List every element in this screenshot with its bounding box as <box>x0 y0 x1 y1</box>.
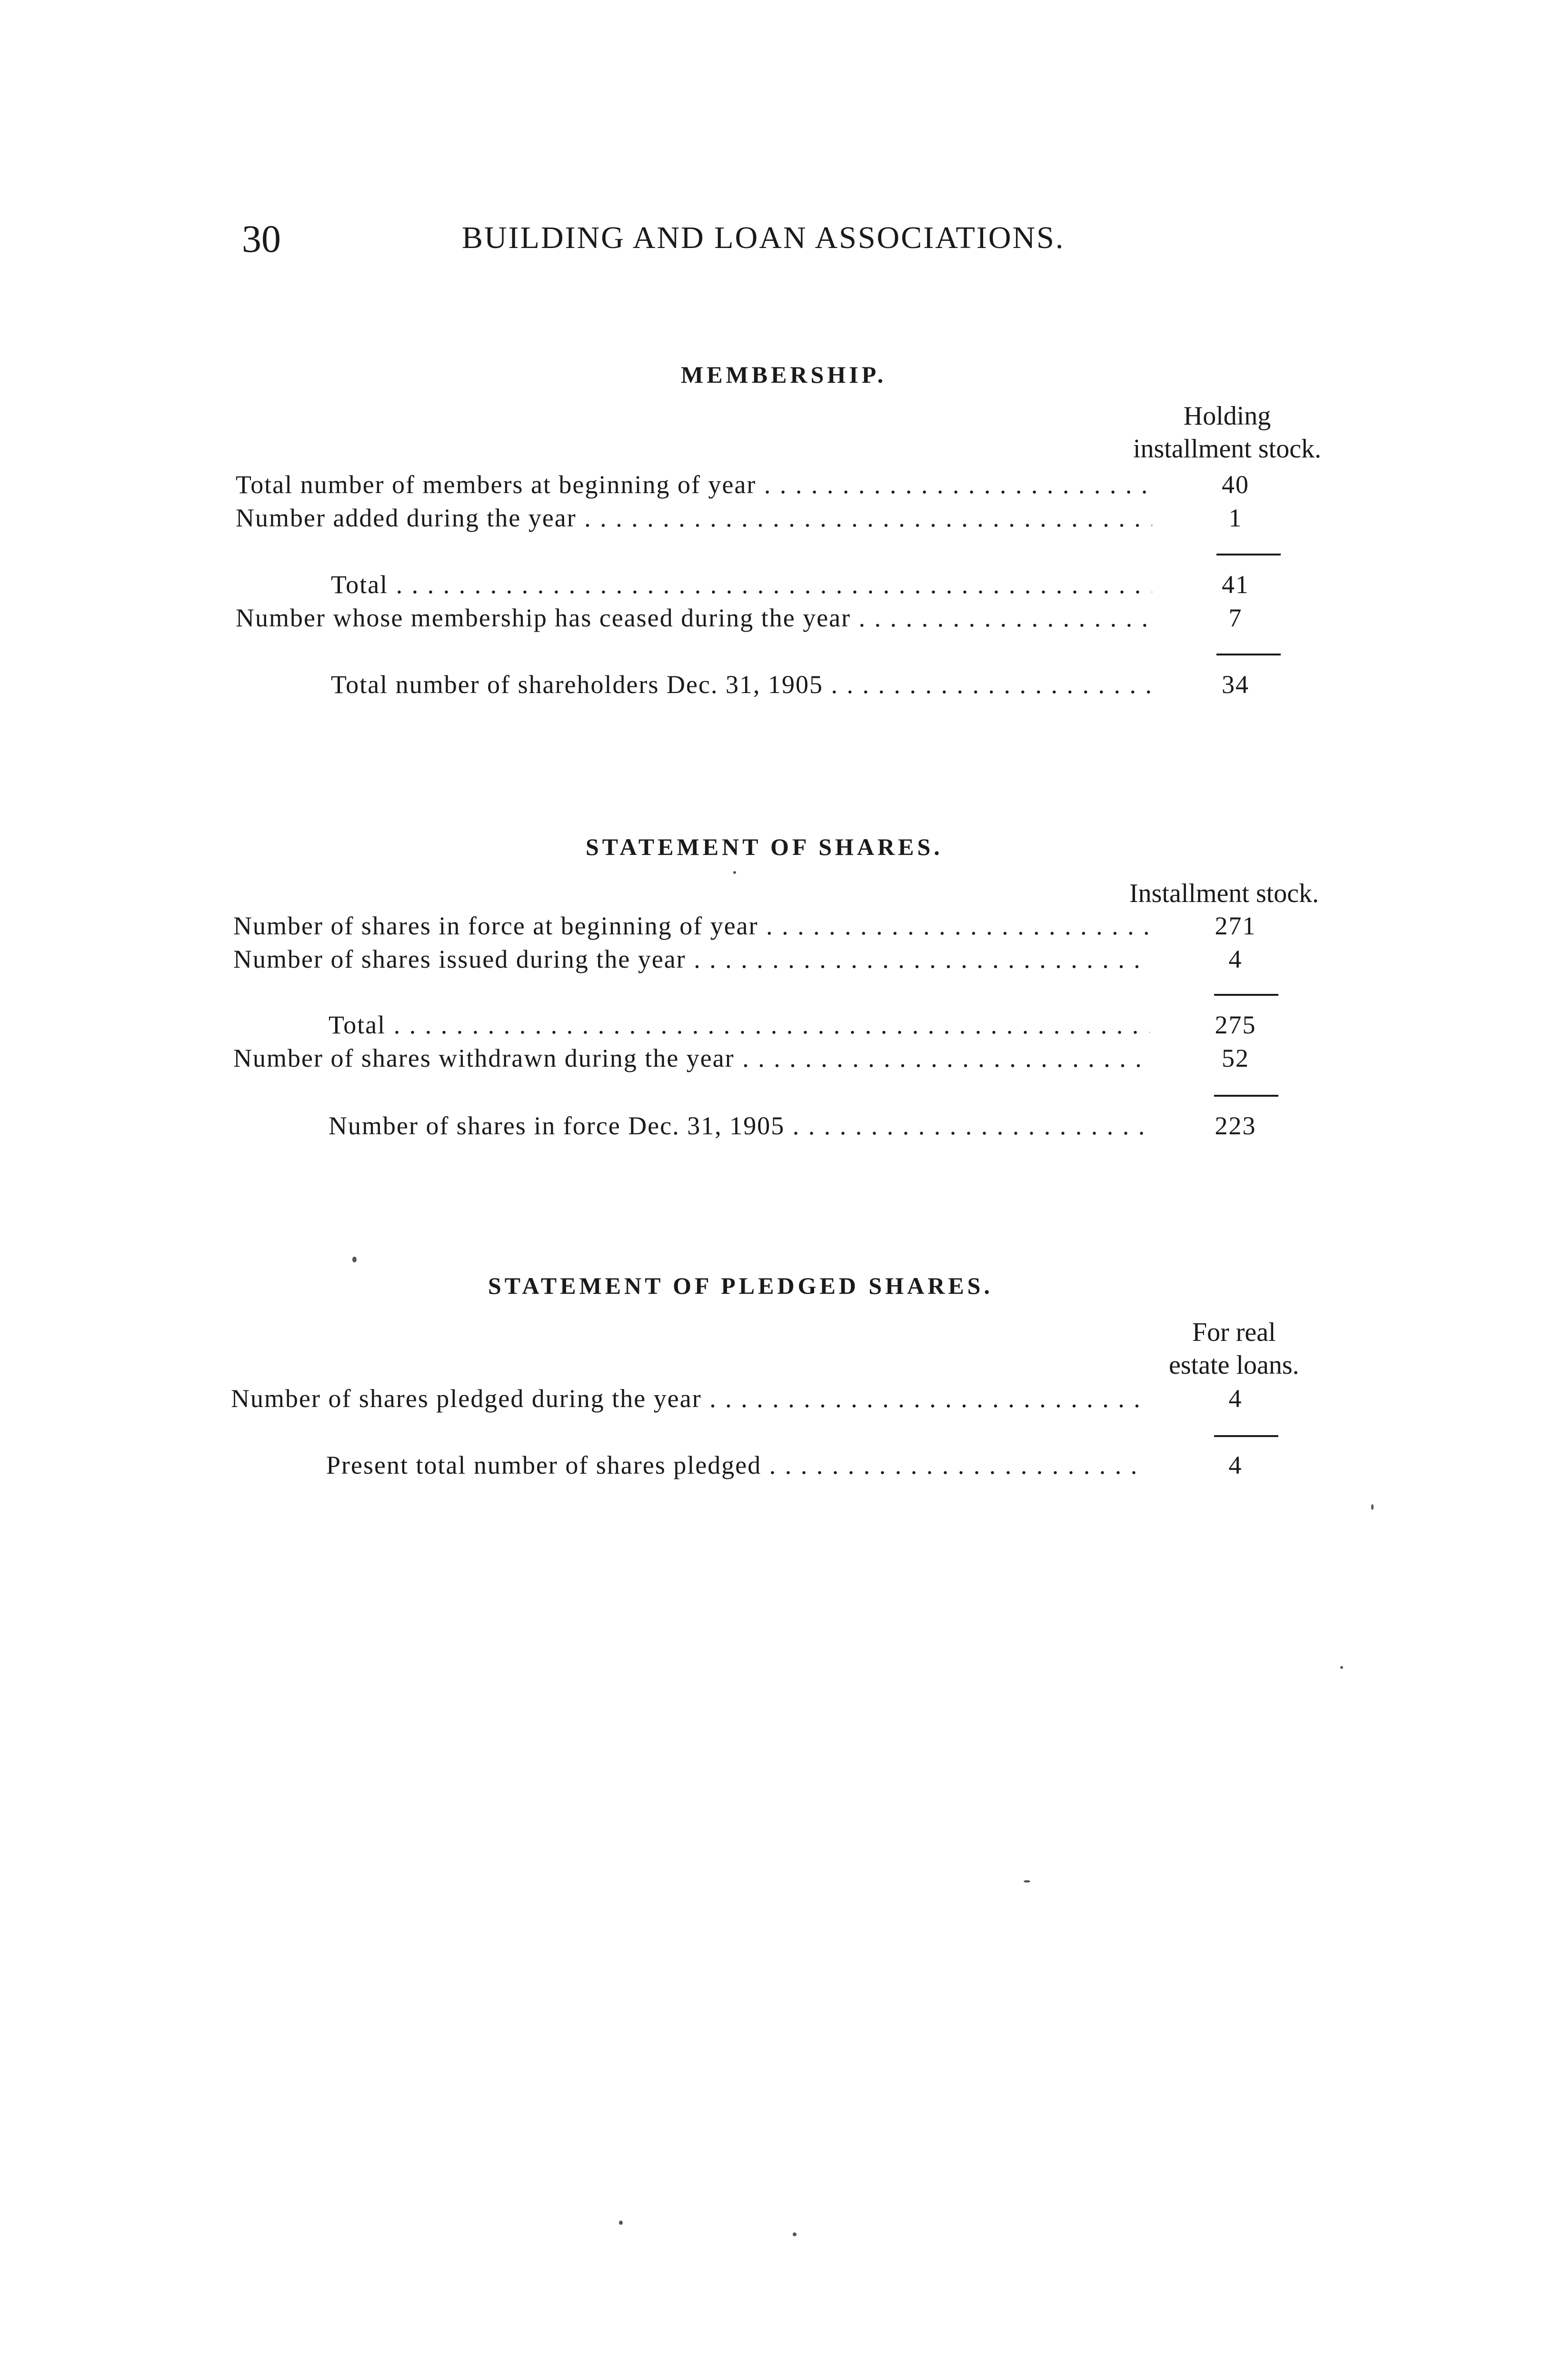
row-value: 7 <box>1228 604 1243 632</box>
row-value: 1 <box>1228 504 1243 532</box>
membership-row-ceased <box>0 601 1554 635</box>
scan-speck <box>1371 1504 1374 1510</box>
pledged-column-heading-line-1: For real <box>1192 1318 1276 1347</box>
row-label: Number added during the year . . . <box>236 501 1152 535</box>
shares-row-issued <box>0 942 1554 976</box>
membership-column-heading-line-1: Holding <box>1183 401 1271 431</box>
scan-speck <box>352 1257 357 1262</box>
row-value: 4 <box>1228 945 1243 973</box>
membership-row-total <box>0 568 1554 601</box>
shares-row-withdrawn <box>0 1041 1554 1075</box>
row-label: Number of shares issued during the year . . . <box>233 942 1150 976</box>
shares-row-beginning <box>0 909 1554 942</box>
pledged-row-during-year <box>0 1382 1554 1415</box>
membership-column-heading-line-2: installment stock. <box>1133 434 1322 464</box>
row-label: Total number of members at beginning of year . . . <box>236 468 1152 501</box>
scan-speck <box>1024 1880 1030 1883</box>
scan-speck <box>1340 1666 1343 1669</box>
membership-row-members-beginning <box>0 468 1554 501</box>
row-label: Total . . . <box>329 1008 1150 1041</box>
row-value: 4 <box>1228 1384 1243 1413</box>
row-value: 40 <box>1222 470 1249 499</box>
shares-subtotal-rule <box>1214 994 1278 996</box>
row-label: Number of shares pledged during the year . . . <box>231 1382 1147 1415</box>
membership-row-added <box>0 501 1554 535</box>
row-label: Number whose membership has ceased during the year . . . <box>236 601 1152 635</box>
pledged-column-heading-line-2: estate loans. <box>1169 1350 1299 1380</box>
row-label: Number of shares in force at beginning of year . . . <box>233 909 1150 942</box>
row-value: 223 <box>1215 1111 1256 1140</box>
page-number: 30 <box>242 217 281 260</box>
row-label: Total . . . <box>331 568 1152 601</box>
membership-subtotal-rule <box>1216 554 1281 555</box>
pledged-title: STATEMENT OF PLEDGED SHARES. <box>488 1272 993 1299</box>
row-value: 41 <box>1222 570 1249 599</box>
shares-title: STATEMENT OF SHARES. <box>586 833 943 860</box>
row-value: 4 <box>1228 1451 1243 1479</box>
membership-total-rule <box>1216 654 1281 655</box>
row-label: Number of shares withdrawn during the year . . . <box>233 1041 1150 1075</box>
row-value: 275 <box>1215 1011 1256 1039</box>
row-value: 52 <box>1222 1044 1249 1072</box>
pledged-row-present-total <box>0 1448 1554 1482</box>
shares-row-in-force <box>0 1109 1554 1142</box>
pledged-column-heading <box>1169 1316 1299 1382</box>
scan-speck <box>733 871 736 874</box>
shares-total-rule <box>1214 1095 1278 1097</box>
row-label: Number of shares in force Dec. 31, 1905 . . . <box>329 1109 1150 1142</box>
row-label: Total number of shareholders Dec. 31, 1905 . . . <box>331 668 1152 701</box>
running-title: BUILDING AND LOAN ASSOCIATIONS. <box>462 220 1065 255</box>
membership-column-heading <box>1133 400 1321 466</box>
pledged-total-rule <box>1214 1435 1278 1437</box>
membership-title: MEMBERSHIP. <box>681 361 887 388</box>
shares-column-heading <box>1129 877 1319 910</box>
row-value: 271 <box>1215 912 1256 940</box>
membership-row-shareholders <box>0 668 1554 701</box>
row-value: 34 <box>1222 670 1249 699</box>
scan-speck <box>619 2221 623 2225</box>
scan-speck <box>793 2232 797 2236</box>
row-label: Present total number of shares pledged . . . <box>326 1448 1147 1482</box>
shares-row-total <box>0 1008 1554 1041</box>
shares-column-heading-line-1: Installment stock. <box>1129 879 1319 908</box>
